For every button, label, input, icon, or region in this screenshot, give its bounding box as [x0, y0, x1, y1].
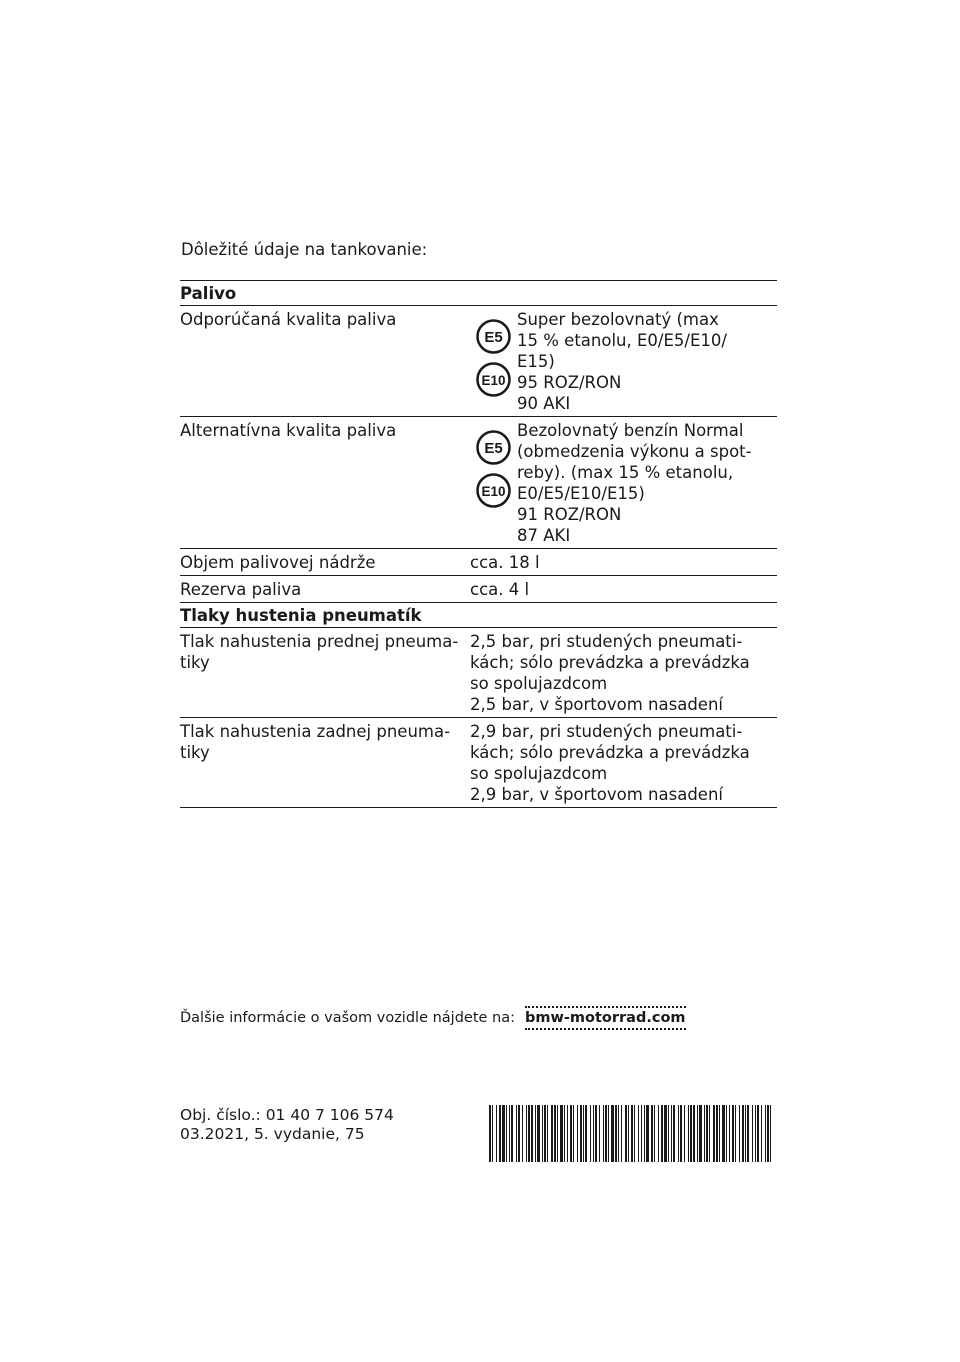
- barcode-bar: [644, 1105, 645, 1162]
- barcode-bar: [631, 1105, 633, 1162]
- fuel-alternative-line: 87 AKI: [517, 526, 571, 545]
- barcode-bar: [551, 1105, 553, 1162]
- fuel-alternative-line: 91 ROZ/RON: [517, 505, 622, 524]
- barcode-bar: [709, 1105, 710, 1162]
- barcode-bar: [603, 1105, 604, 1162]
- tyre-front-row: [180, 627, 777, 717]
- tyre-front-label-line: Tlak nahustenia prednej pneuma-: [180, 632, 459, 651]
- tyre-front-line: 2,5 bar, pri studených pneumati-: [470, 632, 743, 651]
- barcode-bar: [554, 1105, 556, 1162]
- e10-fuel-icon: [475, 361, 512, 398]
- barcode-bar: [560, 1105, 563, 1162]
- barcode-bar: [651, 1105, 653, 1162]
- barcode-bar: [661, 1105, 663, 1162]
- barcode-bar: [506, 1105, 507, 1162]
- barcode-bar: [690, 1105, 692, 1162]
- fuel-alternative-line: E0/E5/E10/E15): [517, 484, 645, 503]
- barcode-bar: [518, 1105, 520, 1162]
- barcode-bar: [697, 1105, 698, 1162]
- barcode-bar: [684, 1105, 685, 1162]
- barcode-bar: [509, 1105, 510, 1162]
- intro-heading: Dôležité údaje na tankovanie:: [181, 240, 428, 259]
- barcode-bar: [678, 1105, 679, 1162]
- fuel-alternative-icons: [470, 417, 517, 548]
- fuel-alternative-label: Alternatívna kvalita paliva: [180, 421, 397, 440]
- barcode-bar: [664, 1105, 667, 1162]
- barcode-bar: [583, 1105, 584, 1162]
- bmw-motorrad-link[interactable]: bmw-motorrad.com: [525, 1006, 686, 1030]
- fuel-table: [180, 280, 777, 808]
- barcode-bar: [618, 1105, 619, 1162]
- barcode-bar: [590, 1105, 591, 1162]
- e5-icon-text: E5: [484, 329, 503, 346]
- barcode-bar: [673, 1105, 675, 1162]
- barcode-bar: [621, 1105, 622, 1162]
- fuel-alternative-line: reby). (max 15 % etanolu,: [517, 463, 734, 482]
- tyre-rear-label-line: Tlak nahustenia zadnej pneuma-: [180, 722, 451, 741]
- tyre-rear-row: [180, 717, 777, 808]
- part-number-block: [180, 1106, 394, 1144]
- part-number: Obj. číslo.: 01 40 7 106 574: [180, 1106, 394, 1124]
- barcode-bar: [577, 1105, 578, 1162]
- barcode-bar: [537, 1105, 540, 1162]
- barcode-bar: [526, 1105, 527, 1162]
- fuel-recommended-label: Odporúčaná kvalita paliva: [180, 310, 397, 329]
- barcode-bar: [747, 1105, 749, 1162]
- fuel-recommended-line: 95 ROZ/RON: [517, 373, 622, 392]
- edition-info: 03.2021, 5. vydanie, 75: [180, 1125, 365, 1143]
- barcode-bar: [726, 1105, 727, 1162]
- barcode-bar: [542, 1105, 543, 1162]
- barcode-bar: [544, 1105, 546, 1162]
- fuel-alternative-value: [517, 417, 752, 548]
- e10-fuel-icon: [475, 472, 512, 509]
- barcode-bar: [742, 1105, 744, 1162]
- barcode-bar: [611, 1105, 614, 1162]
- fuel-alternative-line: Bezolovnatý benzín Normal: [517, 421, 744, 440]
- barcode-bar: [570, 1105, 572, 1162]
- barcode-bar: [522, 1105, 523, 1162]
- tyre-front-label: [180, 628, 470, 717]
- barcode-bar: [739, 1105, 740, 1162]
- barcode-bar: [535, 1105, 536, 1162]
- barcode-bar: [573, 1105, 574, 1162]
- tyre-front-value: [470, 628, 770, 717]
- barcode-bar: [528, 1105, 530, 1162]
- fuel-recommended-value: [517, 306, 727, 416]
- barcode-bar: [595, 1105, 597, 1162]
- barcode-bar: [706, 1105, 708, 1162]
- barcode-bar: [729, 1105, 730, 1162]
- e5-fuel-icon: [475, 318, 512, 355]
- fuel-recommended-line: E15): [517, 352, 555, 371]
- barcode-bar: [757, 1105, 759, 1162]
- barcode-bar: [668, 1105, 669, 1162]
- fuel-alternative-line: (obmedzenia výkonu a spot-: [517, 442, 752, 461]
- barcode-bar: [628, 1105, 629, 1162]
- barcode-bar: [680, 1105, 682, 1162]
- barcode-bar: [688, 1105, 689, 1162]
- barcode-bar: [767, 1105, 769, 1162]
- barcode-bar: [755, 1105, 756, 1162]
- barcode-bar: [516, 1105, 517, 1162]
- tyre-rear-line: kách; sólo prevádzka a prevádzka: [470, 743, 750, 762]
- barcode-bar: [511, 1105, 513, 1162]
- barcode-bar: [496, 1105, 497, 1162]
- fuel-reserve-label: Rezerva paliva: [180, 580, 302, 599]
- barcode-bar: [716, 1105, 718, 1162]
- fuel-tank-value: cca. 18 l: [470, 553, 540, 572]
- e5-fuel-icon: [475, 429, 512, 466]
- barcode: [487, 1105, 777, 1162]
- fuel-reserve-row: [180, 575, 777, 602]
- barcode-bar: [547, 1105, 548, 1162]
- barcode-bar: [531, 1105, 533, 1162]
- tyre-rear-value: [470, 718, 770, 807]
- barcode-bar: [722, 1105, 725, 1162]
- fuel-tank-label: Objem palivovej nádrže: [180, 553, 376, 572]
- barcode-bar: [765, 1105, 766, 1162]
- tyre-section-header: Tlaky hustenia pneumatík: [180, 602, 777, 627]
- barcode-bar: [502, 1105, 505, 1162]
- barcode-bar: [719, 1105, 720, 1162]
- tyre-rear-label: [180, 718, 470, 807]
- barcode-bar: [745, 1105, 746, 1162]
- barcode-bar: [489, 1105, 491, 1162]
- fuel-recommended-icons: [470, 306, 517, 416]
- barcode-bar: [638, 1105, 639, 1162]
- tyre-rear-line: 2,9 bar, pri studených pneumati-: [470, 722, 743, 741]
- barcode-bar: [770, 1105, 771, 1162]
- e10-icon-text: E10: [481, 484, 506, 499]
- tyre-front-line: 2,5 bar, v športovom nasadení: [470, 695, 723, 714]
- fuel-reserve-value: cca. 4 l: [470, 580, 530, 599]
- fuel-section-header: Palivo: [180, 280, 777, 305]
- fuel-recommended-line: Super bezolovnatý (max: [517, 310, 719, 329]
- tyre-rear-label-line: tiky: [180, 743, 210, 762]
- barcode-bar: [492, 1105, 493, 1162]
- barcode-bar: [713, 1105, 715, 1162]
- barcode-bar: [654, 1105, 655, 1162]
- barcode-bar: [615, 1105, 617, 1162]
- barcode-bar: [499, 1105, 501, 1162]
- barcode-bar: [699, 1105, 702, 1162]
- tyre-rear-line: 2,9 bar, v športovom nasadení: [470, 785, 723, 804]
- fuel-recommended-line: 90 AKI: [517, 394, 571, 413]
- more-info-text: Ďalšie informácie o vašom vozidle nájdete na:: [180, 1010, 516, 1026]
- barcode-bar: [567, 1105, 568, 1162]
- fuel-alternative-row: [180, 416, 777, 548]
- tyre-front-line: so spolujazdcom: [470, 674, 608, 693]
- barcode-bar: [732, 1105, 734, 1162]
- barcode-bar: [605, 1105, 607, 1162]
- barcode-bar: [599, 1105, 600, 1162]
- barcode-bar: [580, 1105, 582, 1162]
- barcode-bar: [752, 1105, 753, 1162]
- barcode-bar: [671, 1105, 672, 1162]
- e10-icon-text: E10: [481, 373, 506, 388]
- barcode-bar: [693, 1105, 695, 1162]
- barcode-bar: [564, 1105, 565, 1162]
- barcode-bar: [593, 1105, 594, 1162]
- fuel-recommended-row: [180, 305, 777, 416]
- more-info-line: [180, 1006, 686, 1030]
- tyre-rear-line: so spolujazdcom: [470, 764, 608, 783]
- e5-icon-text: E5: [484, 440, 503, 457]
- tyre-front-label-line: tiky: [180, 653, 210, 672]
- barcode-bar: [625, 1105, 627, 1162]
- barcode-bar: [704, 1105, 705, 1162]
- barcode-bar: [634, 1105, 635, 1162]
- barcode-bar: [585, 1105, 587, 1162]
- barcode-bar: [735, 1105, 736, 1162]
- barcode-bar: [641, 1105, 642, 1162]
- tyre-front-line: kách; sólo prevádzka a prevádzka: [470, 653, 750, 672]
- barcode-bar: [608, 1105, 609, 1162]
- barcode-bar: [658, 1105, 659, 1162]
- barcode-bar: [646, 1105, 649, 1162]
- fuel-recommended-line: 15 % etanolu, E0/E5/E10/: [517, 331, 727, 350]
- barcode-bar: [761, 1105, 762, 1162]
- fuel-tank-row: [180, 548, 777, 575]
- barcode-bar: [557, 1105, 558, 1162]
